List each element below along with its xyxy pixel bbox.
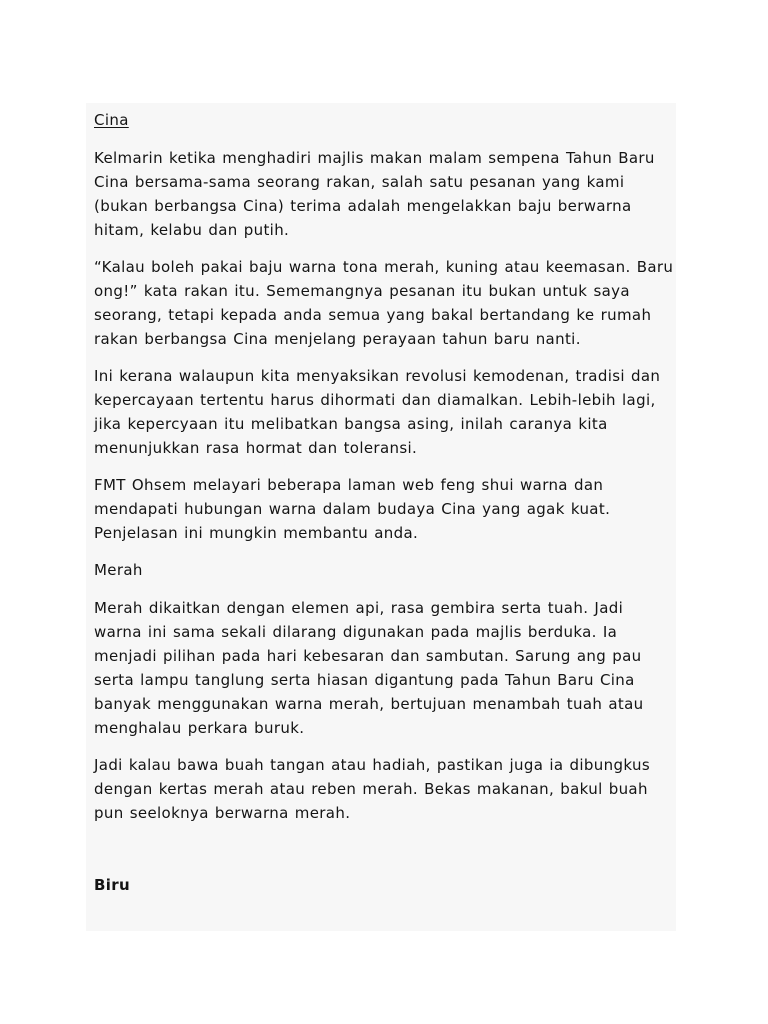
section-title-biru: Biru [94, 876, 131, 894]
document-body [94, 108, 676, 897]
paragraph-intro: Kelmarin ketika menghadiri majlis makan malam sempena Tahun Baru Cina bersama-sama seorang rakan, salah satu pesanan yang kami (bukan berbangsa Cina) terima adalah mengelakkan baju berwarna hitam, kelabu dan putih. [94, 149, 655, 239]
paragraph-quote: “Kalau boleh pakai baju warna tona merah, kuning atau keemasan. Baru ong!” kata rakan itu. Sememangnya pesanan itu bukan untuk saya seorang, tetapi kepada anda semua yang bakal bertandang ke rumah rakan berbangsa Cina menjelang perayaan tahun baru nanti. [94, 258, 674, 348]
section-title-merah: Merah [94, 561, 143, 579]
heading-link-cina[interactable]: Cina [94, 111, 129, 129]
paragraph-merah-meaning: Merah dikaitkan dengan elemen api, rasa gembira serta tuah. Jadi warna ini sama sekali dilarang digunakan pada majlis berduka. Ia menjadi pilihan pada hari kebesaran dan sambutan. Sarung ang pau serta lampu tanglung serta hiasan digantung pada Tahun Baru Cina banyak menggunakan warna merah, bertujuan menambah tuah atau menghalau perkara buruk. [94, 599, 644, 737]
paragraph-tradition: Ini kerana walaupun kita menyaksikan revolusi kemodenan, tradisi dan kepercayaan tertentu harus dihormati dan diamalkan. Lebih-lebih lagi, jika kepercyaan itu melibatkan bangsa asing, inilah caranya kita menunjukkan rasa hormat dan toleransi. [94, 367, 661, 457]
paragraph-fengshui: FMT Ohsem melayari beberapa laman web feng shui warna dan mendapati hubungan warna dalam budaya Cina yang agak kuat. Penjelasan ini mungkin membantu anda. [94, 476, 611, 542]
paragraph-merah-gifts: Jadi kalau bawa buah tangan atau hadiah, pastikan juga ia dibungkus dengan kertas merah atau reben merah. Bekas makanan, bakul buah pun seeloknya berwarna merah. [94, 756, 650, 822]
blank-space [94, 825, 676, 873]
